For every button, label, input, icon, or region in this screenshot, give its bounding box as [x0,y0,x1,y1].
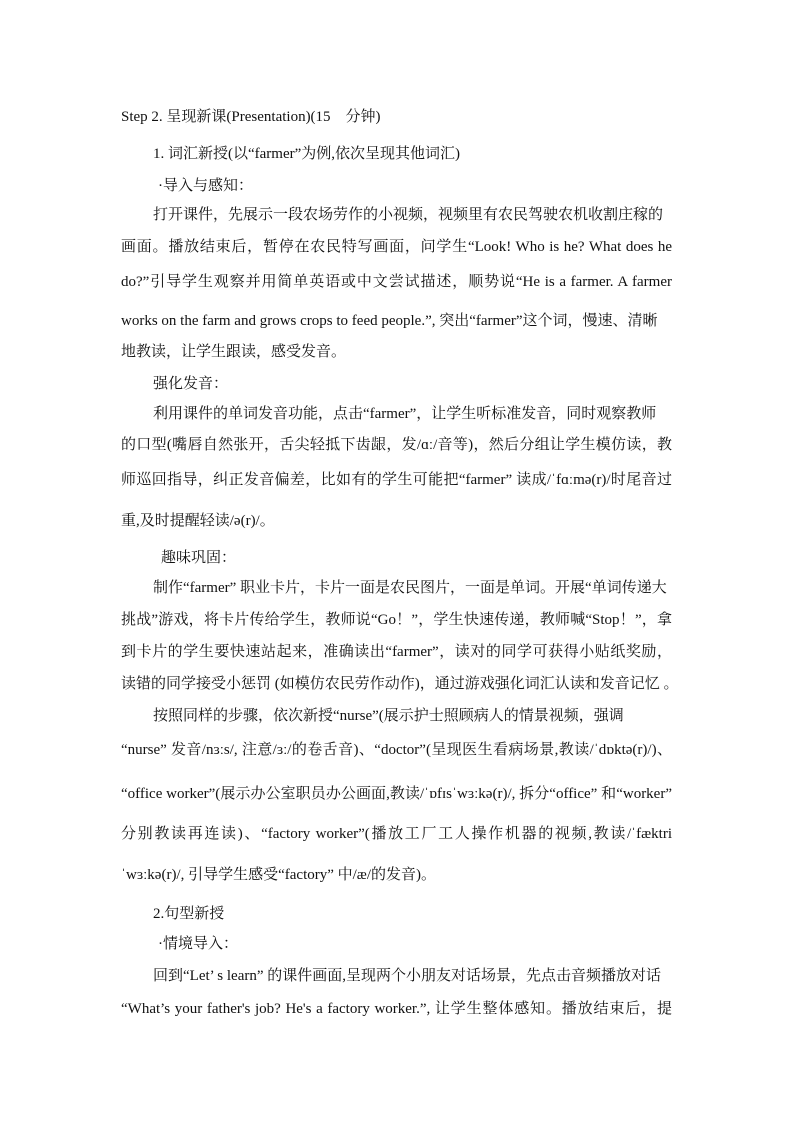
paragraph-line: 读错的同学接受小惩罚 (如模仿农民劳作动作)，通过游戏强化词汇认读和发音记忆 。 [121,676,679,692]
paragraph-line: “office worker”(展示办公室职员办公画面,教读/ˈɒfɪsˈwɜːkə(r)/, 拆分“office” 和“worker” [121,786,672,802]
paragraph-line: ˈwɜːkə(r)/, 引导学生感受“factory” 中/æ/的发音)。 [121,867,436,883]
scene-label: ·情境导入： [158,936,238,952]
paragraph-line: 地教读，让学生跟读，感受发音。 [121,344,347,360]
paragraph-line: 的口型(嘴唇自然张开，舌尖轻抵下齿龈，发/ɑː/音等)，然后分组让学生模仿读，教 [121,437,672,453]
paragraph-line: 回到“Let’ s learn” 的课件画面,呈现两个小朋友对话场景，先点击音频播放对话 [153,968,662,984]
paragraph-line: “What’s your father's job? He's a factory worker.”, 让学生整体感知。播放结束后，提 [121,1001,672,1017]
paragraph-line: 制作“farmer” 职业卡片，卡片一面是农民图片，一面是单词。开展“单词传递大 [153,580,667,596]
section-2-title: 2.句型新授 [153,906,225,922]
paragraph-line: 挑战”游戏，将卡片传给学生，教师说“Go！”，学生快速传递，教师喊“Stop！”，拿 [121,612,672,628]
paragraph-line: “nurse” 发音/nɜːs/, 注意/ɜː/的卷舌音)、“doctor”(呈现医生看病场景,教读/ˈdɒktə(r)/)、 [121,742,672,758]
paragraph-line: works on the farm and grows crops to feed people.”, 突出“farmer”这个词，慢速、清晰 [121,313,658,329]
paragraph-line: do?”引导学生观察并用简单英语或中文尝试描述，顺势说“He is a farmer. A farmer [121,274,672,290]
paragraph-line: 到卡片的学生要快速站起来，准确读出“farmer”，读对的同学可获得小贴纸奖励， [121,644,672,660]
game-label: 趣味巩固： [161,550,237,566]
paragraph-line: 利用课件的单词发音功能，点击“farmer”，让学生听标准发音，同时观察教师 [153,406,657,422]
paragraph-line: 画面。播放结束后，暂停在农民特写画面，问学生“Look! Who is he? What does he [121,239,672,255]
paragraph-line: 师巡回指导，纠正发音偏差，比如有的学生可能把“farmer” 读成/ˈfɑːmə(r)/时尾音过 [121,472,672,488]
step-heading: Step 2. 呈现新课(Presentation)(15 分钟) [121,109,381,125]
lead-in-label: ·导入与感知： [158,178,253,194]
section-1-title: 1. 词汇新授(以“farmer”为例,依次呈现其他词汇) [153,146,461,162]
paragraph-line: 按照同样的步骤，依次新授“nurse”(展示护士照顾病人的情景视频，强调 [153,708,624,724]
paragraph-line: 打开课件，先展示一段农场劳作的小视频，视频里有农民驾驶农机收割庄稼的 [153,207,664,223]
paragraph-line: 分别教读再连读)、“factory worker”(播放工厂工人操作机器的视频,教读/ˈfæktri [121,826,672,842]
paragraph-line: 重,及时提醒轻读/ə(r)/。 [121,513,275,529]
pronunciation-label: 强化发音： [153,376,229,392]
